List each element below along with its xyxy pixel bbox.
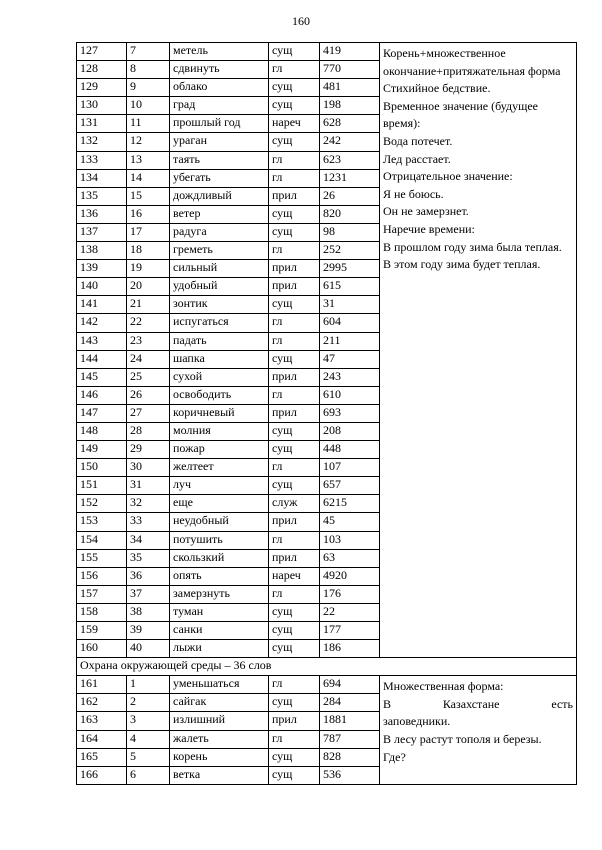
section-row xyxy=(77,658,577,676)
row-number-cell: 158 xyxy=(77,603,127,621)
note-line: В этом году зима будет теплая. xyxy=(383,257,541,272)
word-cell: падать xyxy=(170,332,269,350)
word-cell: испугаться xyxy=(170,314,269,332)
row-number-cell: 166 xyxy=(77,766,127,784)
row-number-cell: 143 xyxy=(77,332,127,350)
row-number-cell: 145 xyxy=(77,368,127,386)
word-cell: уменьшаться xyxy=(170,676,269,694)
index-cell: 25 xyxy=(127,368,170,386)
part-of-speech-cell: гл xyxy=(269,169,320,187)
word-cell: скользкий xyxy=(170,549,269,567)
word-cell: радуга xyxy=(170,223,269,241)
part-of-speech-cell: гл xyxy=(269,61,320,79)
row-number-cell: 136 xyxy=(77,205,127,223)
word-cell: неудобный xyxy=(170,513,269,531)
row-number-cell: 132 xyxy=(77,133,127,151)
word-cell: ураган xyxy=(170,133,269,151)
row-number-cell: 157 xyxy=(77,585,127,603)
row-number-cell: 164 xyxy=(77,730,127,748)
frequency-cell: 787 xyxy=(320,730,380,748)
row-number-cell: 147 xyxy=(77,404,127,422)
word-cell: облако xyxy=(170,79,269,97)
word-cell: греметь xyxy=(170,242,269,260)
word-cell: излишний xyxy=(170,712,269,730)
word-cell: сильный xyxy=(170,260,269,278)
word-cell: туман xyxy=(170,603,269,621)
frequency-cell: 252 xyxy=(320,242,380,260)
row-number-cell: 127 xyxy=(77,43,127,61)
index-cell: 8 xyxy=(127,61,170,79)
part-of-speech-cell: гл xyxy=(269,730,320,748)
index-cell: 17 xyxy=(127,223,170,241)
frequency-cell: 828 xyxy=(320,748,380,766)
part-of-speech-cell: сущ xyxy=(269,79,320,97)
part-of-speech-cell: гл xyxy=(269,676,320,694)
part-of-speech-cell: прил xyxy=(269,187,320,205)
frequency-cell: 419 xyxy=(320,43,380,61)
word-cell: дождливый xyxy=(170,187,269,205)
frequency-cell: 47 xyxy=(320,350,380,368)
part-of-speech-cell: сущ xyxy=(269,694,320,712)
part-of-speech-cell: прил xyxy=(269,404,320,422)
word-cell: освободить xyxy=(170,386,269,404)
index-cell: 9 xyxy=(127,79,170,97)
index-cell: 19 xyxy=(127,260,170,278)
index-cell: 4 xyxy=(127,730,170,748)
note-line: В Казахстане есть xyxy=(383,696,573,711)
frequency-cell: 694 xyxy=(320,676,380,694)
row-number-cell: 138 xyxy=(77,242,127,260)
note-line: В прошлом году зима была теплая. xyxy=(383,239,562,254)
note-line: Наречие времени: xyxy=(383,221,475,236)
word-cell: сухой xyxy=(170,368,269,386)
frequency-cell: 820 xyxy=(320,205,380,223)
frequency-cell: 2995 xyxy=(320,260,380,278)
index-cell: 22 xyxy=(127,314,170,332)
index-cell: 28 xyxy=(127,422,170,440)
row-number-cell: 163 xyxy=(77,712,127,730)
row-number-cell: 152 xyxy=(77,495,127,513)
index-cell: 37 xyxy=(127,585,170,603)
index-cell: 34 xyxy=(127,531,170,549)
index-cell: 11 xyxy=(127,115,170,133)
index-cell: 29 xyxy=(127,441,170,459)
frequency-cell: 176 xyxy=(320,585,380,603)
part-of-speech-cell: сущ xyxy=(269,43,320,61)
row-number-cell: 151 xyxy=(77,477,127,495)
note-line: Где? xyxy=(383,749,406,764)
page-number: 160 xyxy=(292,14,310,28)
row-number-cell: 146 xyxy=(77,386,127,404)
row-number-cell: 142 xyxy=(77,314,127,332)
part-of-speech-cell: прил xyxy=(269,513,320,531)
note-line: В лесу растут тополя и березы. xyxy=(383,732,542,747)
index-cell: 10 xyxy=(127,97,170,115)
index-cell: 16 xyxy=(127,205,170,223)
frequency-cell: 623 xyxy=(320,151,380,169)
frequency-cell: 6215 xyxy=(320,495,380,513)
frequency-cell: 26 xyxy=(320,187,380,205)
index-cell: 31 xyxy=(127,477,170,495)
frequency-cell: 98 xyxy=(320,223,380,241)
word-cell: корень xyxy=(170,748,269,766)
row-number-cell: 154 xyxy=(77,531,127,549)
index-cell: 23 xyxy=(127,332,170,350)
part-of-speech-cell: гл xyxy=(269,151,320,169)
row-number-cell: 149 xyxy=(77,441,127,459)
word-cell: еще xyxy=(170,495,269,513)
note-line: Отрицательное значение: xyxy=(383,169,513,184)
word-cell: пожар xyxy=(170,441,269,459)
part-of-speech-cell: сущ xyxy=(269,622,320,640)
index-cell: 12 xyxy=(127,133,170,151)
frequency-cell: 610 xyxy=(320,386,380,404)
word-cell: лыжи xyxy=(170,640,269,658)
row-number-cell: 141 xyxy=(77,296,127,314)
note-line: Стихийное бедствие. xyxy=(383,81,491,96)
row-number-cell: 161 xyxy=(77,676,127,694)
note-line: Временное значение (будущее время): xyxy=(383,98,538,131)
row-number-cell: 134 xyxy=(77,169,127,187)
index-cell: 3 xyxy=(127,712,170,730)
word-cell: убегать xyxy=(170,169,269,187)
part-of-speech-cell: сущ xyxy=(269,350,320,368)
note-line: Корень+множественное окончание+притяжательная форма xyxy=(383,46,561,78)
row-number-cell: 156 xyxy=(77,567,127,585)
word-cell: санки xyxy=(170,622,269,640)
frequency-cell: 284 xyxy=(320,694,380,712)
index-cell: 1 xyxy=(127,676,170,694)
part-of-speech-cell: сущ xyxy=(269,97,320,115)
row-number-cell: 128 xyxy=(77,61,127,79)
index-cell: 32 xyxy=(127,495,170,513)
vocabulary-table xyxy=(76,42,577,785)
part-of-speech-cell: прил xyxy=(269,278,320,296)
index-cell: 6 xyxy=(127,766,170,784)
word-cell: шапка xyxy=(170,350,269,368)
word-cell: опять xyxy=(170,567,269,585)
row-number-cell: 133 xyxy=(77,151,127,169)
frequency-cell: 604 xyxy=(320,314,380,332)
index-cell: 26 xyxy=(127,386,170,404)
part-of-speech-cell: гл xyxy=(269,332,320,350)
part-of-speech-cell: гл xyxy=(269,459,320,477)
part-of-speech-cell: сущ xyxy=(269,223,320,241)
part-of-speech-cell: гл xyxy=(269,585,320,603)
part-of-speech-cell: сущ xyxy=(269,133,320,151)
part-of-speech-cell: нареч xyxy=(269,115,320,133)
frequency-cell: 198 xyxy=(320,97,380,115)
part-of-speech-cell: сущ xyxy=(269,205,320,223)
frequency-cell: 693 xyxy=(320,404,380,422)
frequency-cell: 208 xyxy=(320,422,380,440)
row-number-cell: 137 xyxy=(77,223,127,241)
row-number-cell: 162 xyxy=(77,694,127,712)
word-cell: град xyxy=(170,97,269,115)
frequency-cell: 243 xyxy=(320,368,380,386)
part-of-speech-cell: сущ xyxy=(269,296,320,314)
note-line: Множественная форма: xyxy=(383,679,504,694)
row-number-cell: 140 xyxy=(77,278,127,296)
word-cell: сдвинуть xyxy=(170,61,269,79)
part-of-speech-cell: гл xyxy=(269,531,320,549)
index-cell: 33 xyxy=(127,513,170,531)
part-of-speech-cell: сущ xyxy=(269,748,320,766)
word-cell: замерзнуть xyxy=(170,585,269,603)
row-number-cell: 153 xyxy=(77,513,127,531)
word-cell: сайгак xyxy=(170,694,269,712)
frequency-cell: 615 xyxy=(320,278,380,296)
frequency-cell: 22 xyxy=(320,603,380,621)
frequency-cell: 4920 xyxy=(320,567,380,585)
row-number-cell: 139 xyxy=(77,260,127,278)
index-cell: 2 xyxy=(127,694,170,712)
row-number-cell: 144 xyxy=(77,350,127,368)
frequency-cell: 657 xyxy=(320,477,380,495)
index-cell: 27 xyxy=(127,404,170,422)
frequency-cell: 770 xyxy=(320,61,380,79)
frequency-cell: 63 xyxy=(320,549,380,567)
frequency-cell: 103 xyxy=(320,531,380,549)
frequency-cell: 242 xyxy=(320,133,380,151)
row-number-cell: 130 xyxy=(77,97,127,115)
index-cell: 14 xyxy=(127,169,170,187)
word-cell: ветер xyxy=(170,205,269,223)
frequency-cell: 211 xyxy=(320,332,380,350)
row-number-cell: 150 xyxy=(77,459,127,477)
part-of-speech-cell: сущ xyxy=(269,603,320,621)
notes-cell xyxy=(380,676,577,785)
part-of-speech-cell: прил xyxy=(269,260,320,278)
index-cell: 30 xyxy=(127,459,170,477)
row-number-cell: 159 xyxy=(77,622,127,640)
index-cell: 35 xyxy=(127,549,170,567)
part-of-speech-cell: прил xyxy=(269,368,320,386)
frequency-cell: 1881 xyxy=(320,712,380,730)
part-of-speech-cell: прил xyxy=(269,549,320,567)
part-of-speech-cell: сущ xyxy=(269,422,320,440)
note-line: Вода потечет. xyxy=(383,133,453,148)
part-of-speech-cell: прил xyxy=(269,712,320,730)
index-cell: 18 xyxy=(127,242,170,260)
part-of-speech-cell: служ xyxy=(269,495,320,513)
index-cell: 38 xyxy=(127,603,170,621)
index-cell: 40 xyxy=(127,640,170,658)
frequency-cell: 177 xyxy=(320,622,380,640)
frequency-cell: 45 xyxy=(320,513,380,531)
part-of-speech-cell: сущ xyxy=(269,477,320,495)
word-cell: жалеть xyxy=(170,730,269,748)
part-of-speech-cell: сущ xyxy=(269,441,320,459)
part-of-speech-cell: сущ xyxy=(269,766,320,784)
part-of-speech-cell: нареч xyxy=(269,567,320,585)
word-cell: таять xyxy=(170,151,269,169)
row-number-cell: 160 xyxy=(77,640,127,658)
part-of-speech-cell: гл xyxy=(269,386,320,404)
frequency-cell: 186 xyxy=(320,640,380,658)
part-of-speech-cell: сущ xyxy=(269,640,320,658)
frequency-cell: 31 xyxy=(320,296,380,314)
frequency-cell: 628 xyxy=(320,115,380,133)
note-line: Он не замерзнет. xyxy=(383,204,469,219)
index-cell: 15 xyxy=(127,187,170,205)
row-number-cell: 155 xyxy=(77,549,127,567)
frequency-cell: 536 xyxy=(320,766,380,784)
row-number-cell: 131 xyxy=(77,115,127,133)
word-cell: молния xyxy=(170,422,269,440)
row-number-cell: 129 xyxy=(77,79,127,97)
index-cell: 7 xyxy=(127,43,170,61)
word-cell: коричневый xyxy=(170,404,269,422)
index-cell: 5 xyxy=(127,748,170,766)
frequency-cell: 107 xyxy=(320,459,380,477)
index-cell: 21 xyxy=(127,296,170,314)
word-cell: потушить xyxy=(170,531,269,549)
word-cell: ветка xyxy=(170,766,269,784)
index-cell: 36 xyxy=(127,567,170,585)
word-cell: удобный xyxy=(170,278,269,296)
index-cell: 20 xyxy=(127,278,170,296)
word-cell: луч xyxy=(170,477,269,495)
section-title: Охрана окружающей среды – 36 слов xyxy=(77,658,577,676)
word-cell: метель xyxy=(170,43,269,61)
note-line: заповедники. xyxy=(383,714,451,729)
frequency-cell: 481 xyxy=(320,79,380,97)
index-cell: 39 xyxy=(127,622,170,640)
frequency-cell: 1231 xyxy=(320,169,380,187)
part-of-speech-cell: гл xyxy=(269,314,320,332)
frequency-cell: 448 xyxy=(320,441,380,459)
word-cell: прошлый год xyxy=(170,115,269,133)
note-line: Лед расстает. xyxy=(383,151,451,166)
index-cell: 24 xyxy=(127,350,170,368)
part-of-speech-cell: гл xyxy=(269,242,320,260)
note-line: Я не боюсь. xyxy=(383,186,444,201)
word-cell: желтеет xyxy=(170,459,269,477)
notes-cell xyxy=(380,43,577,658)
table-row xyxy=(77,676,577,694)
index-cell: 13 xyxy=(127,151,170,169)
row-number-cell: 165 xyxy=(77,748,127,766)
row-number-cell: 135 xyxy=(77,187,127,205)
word-cell: зонтик xyxy=(170,296,269,314)
table-row xyxy=(77,43,577,61)
row-number-cell: 148 xyxy=(77,422,127,440)
